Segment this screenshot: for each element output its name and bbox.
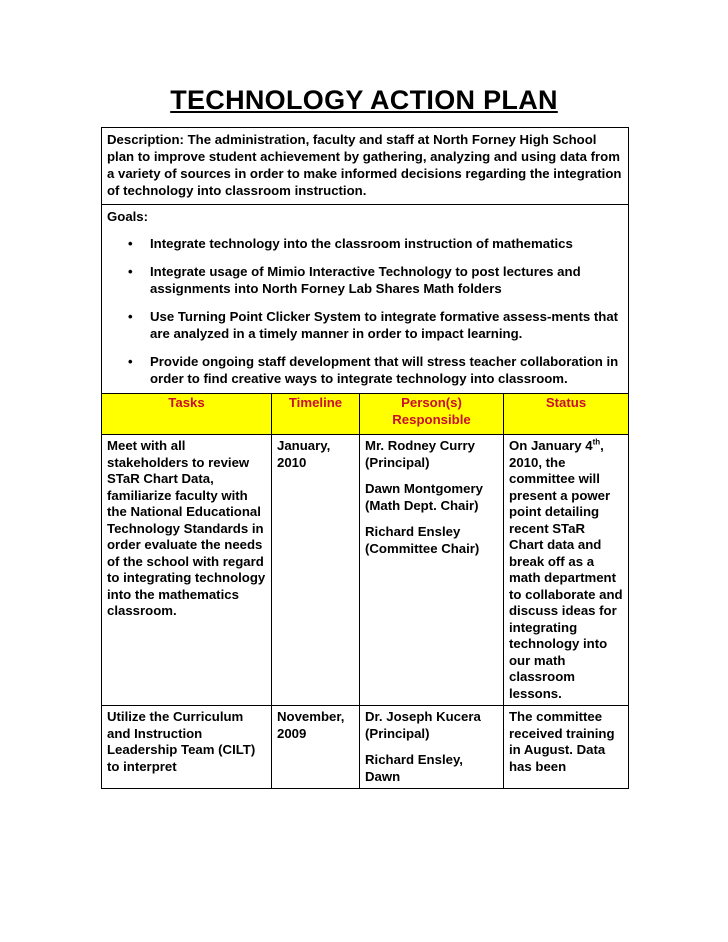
task-cell: Meet with all stakeholders to review STaR Chart Data, familiarize faculty with the National Educational Technology Standards in order evaluate the needs of the school with regard to integrating technology into the mathematics classroom. [102,435,272,706]
bullet-icon: • [128,264,133,279]
action-plan-table [102,394,628,788]
status-superscript: th [592,437,601,447]
person-entry: Richard Ensley (Committee Chair) [365,524,480,556]
header-tasks: Tasks [102,394,272,435]
goal-item [107,309,623,342]
person-entry: Dawn Montgomery (Math Dept. Chair) [365,481,483,513]
document-title: TECHNOLOGY ACTION PLAN [170,85,558,115]
goals-section [102,205,628,394]
person-entry: Richard Ensley, Dawn [365,752,463,784]
bullet-icon: • [128,354,133,369]
status-text-start: On January 4 [509,438,593,453]
goal-text: Use Turning Point Clicker System to integrate formative assess-ments that are analyzed in a timely manner in order to impact learning. [150,309,619,341]
person-entry: Mr. Rodney Curry (Principal) [365,438,475,470]
header-persons-responsible: Person(s) Responsible [360,394,504,435]
table-row [102,706,628,789]
bullet-icon: • [128,235,133,251]
bullet-icon: • [128,309,133,324]
table-row [102,435,628,706]
persons-cell [360,706,504,789]
description-section: Description: The administration, faculty and staff at North Forney High School plan to improve student achievement by gathering, analyzing and using data from a variety of sources in order to make informed decisions regarding the integration of technology into classroom instruction. [102,128,628,205]
goals-list [107,236,623,388]
timeline-cell: November, 2009 [272,706,360,789]
goal-item [107,354,623,387]
person-entry: Dr. Joseph Kucera (Principal) [365,709,481,741]
goal-text: Integrate usage of Mimio Interactive Technology to post lectures and assignments into North Forney Lab Shares Math folders [150,264,581,296]
goal-item [107,236,623,253]
goal-item [107,264,623,297]
goal-text: Provide ongoing staff development that will stress teacher collaboration in order to find creative ways to integrate technology into classroom. [150,354,619,386]
status-cell [504,435,629,706]
goals-heading: Goals: [107,209,149,224]
header-status: Status [504,394,629,435]
goal-text: Integrate technology into the classroom instruction of mathematics [150,235,573,251]
status-text-rest: , 2010, the committee will present a power point detailing recent STaR Chart data and break off as a math department to collaborate and discuss ideas for integrating technology into our math classroom lessons. [509,438,623,701]
timeline-cell: January, 2010 [272,435,360,706]
status-cell: The committee received training in August. Data has been [504,706,629,789]
table-header-row [102,394,628,435]
persons-cell [360,435,504,706]
header-timeline: Timeline [272,394,360,435]
action-plan-document [101,127,629,789]
task-cell: Utilize the Curriculum and Instruction Leadership Team (CILT) to interpret [102,706,272,789]
